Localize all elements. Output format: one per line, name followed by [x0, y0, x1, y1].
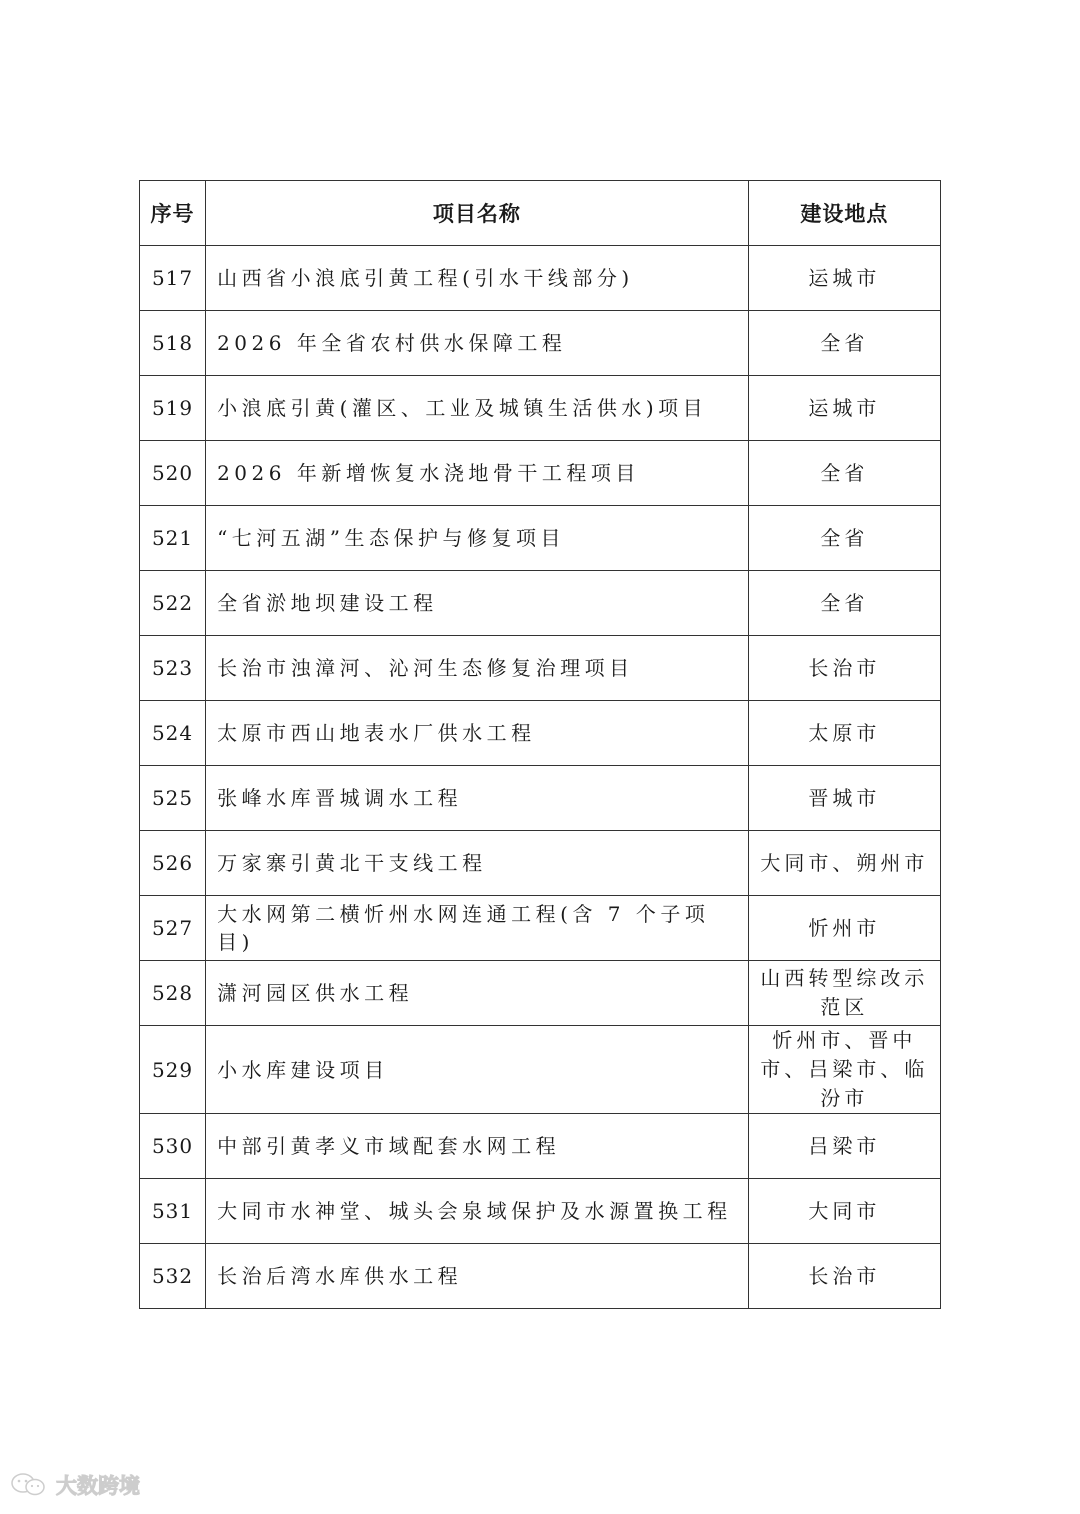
project-table — [139, 180, 941, 1309]
project-location: 太原市 — [748, 701, 940, 766]
row-number: 517 — [140, 246, 206, 311]
watermark-text: 大数跨境 — [56, 1474, 140, 1498]
table-row — [140, 961, 941, 1026]
table-header-row — [140, 181, 941, 246]
project-location: 忻州市 — [748, 896, 940, 961]
table-body — [140, 246, 941, 1309]
project-name: 万家寨引黄北干支线工程 — [206, 831, 749, 896]
project-location: 大同市、朔州市 — [748, 831, 940, 896]
table-row — [140, 896, 941, 961]
row-number: 529 — [140, 1026, 206, 1114]
project-location: 全省 — [748, 571, 940, 636]
row-number: 528 — [140, 961, 206, 1026]
watermark — [10, 1470, 140, 1500]
row-number: 519 — [140, 376, 206, 441]
table-row — [140, 376, 941, 441]
header-location: 建设地点 — [748, 181, 940, 246]
project-name: 长治后湾水库供水工程 — [206, 1244, 749, 1309]
row-number: 525 — [140, 766, 206, 831]
header-project-name: 项目名称 — [206, 181, 749, 246]
project-name: 小水库建设项目 — [206, 1026, 749, 1114]
project-name: 小浪底引黄(灌区、工业及城镇生活供水)项目 — [206, 376, 749, 441]
row-number: 521 — [140, 506, 206, 571]
project-location: 忻州市、晋中市、吕梁市、临汾市 — [748, 1026, 940, 1114]
table-row — [140, 506, 941, 571]
project-name: 潇河园区供水工程 — [206, 961, 749, 1026]
project-name: 中部引黄孝义市域配套水网工程 — [206, 1114, 749, 1179]
project-name: 山西省小浪底引黄工程(引水干线部分) — [206, 246, 749, 311]
project-location: 大同市 — [748, 1179, 940, 1244]
project-name: 大同市水神堂、城头会泉域保护及水源置换工程 — [206, 1179, 749, 1244]
header-no: 序号 — [140, 181, 206, 246]
row-number: 527 — [140, 896, 206, 961]
project-location: 吕梁市 — [748, 1114, 940, 1179]
table-row — [140, 1114, 941, 1179]
row-number: 531 — [140, 1179, 206, 1244]
row-number: 520 — [140, 441, 206, 506]
project-name: 全省淤地坝建设工程 — [206, 571, 749, 636]
project-location: 晋城市 — [748, 766, 940, 831]
row-number: 526 — [140, 831, 206, 896]
project-name: 2026 年新增恢复水浇地骨干工程项目 — [206, 441, 749, 506]
table-row — [140, 1244, 941, 1309]
table-row — [140, 831, 941, 896]
project-location: 全省 — [748, 311, 940, 376]
table-row — [140, 636, 941, 701]
table-row — [140, 571, 941, 636]
project-name: 大水网第二横忻州水网连通工程(含 7 个子项目) — [206, 896, 749, 961]
table-row — [140, 1026, 941, 1114]
table-row — [140, 246, 941, 311]
row-number: 522 — [140, 571, 206, 636]
project-name: 长治市浊漳河、沁河生态修复治理项目 — [206, 636, 749, 701]
project-location: 运城市 — [748, 246, 940, 311]
project-location: 山西转型综改示范区 — [748, 961, 940, 1026]
project-location: 长治市 — [748, 636, 940, 701]
table-row — [140, 701, 941, 766]
project-location: 长治市 — [748, 1244, 940, 1309]
table-row — [140, 311, 941, 376]
table-row — [140, 441, 941, 506]
table-row — [140, 1179, 941, 1244]
wechat-logo-icon — [10, 1472, 50, 1498]
project-location: 全省 — [748, 506, 940, 571]
project-location: 运城市 — [748, 376, 940, 441]
row-number: 532 — [140, 1244, 206, 1309]
project-name: 2026 年全省农村供水保障工程 — [206, 311, 749, 376]
project-location: 全省 — [748, 441, 940, 506]
row-number: 523 — [140, 636, 206, 701]
project-name: “七河五湖”生态保护与修复项目 — [206, 506, 749, 571]
row-number: 524 — [140, 701, 206, 766]
table-row — [140, 766, 941, 831]
project-name: 张峰水库晋城调水工程 — [206, 766, 749, 831]
row-number: 518 — [140, 311, 206, 376]
project-name: 太原市西山地表水厂供水工程 — [206, 701, 749, 766]
row-number: 530 — [140, 1114, 206, 1179]
